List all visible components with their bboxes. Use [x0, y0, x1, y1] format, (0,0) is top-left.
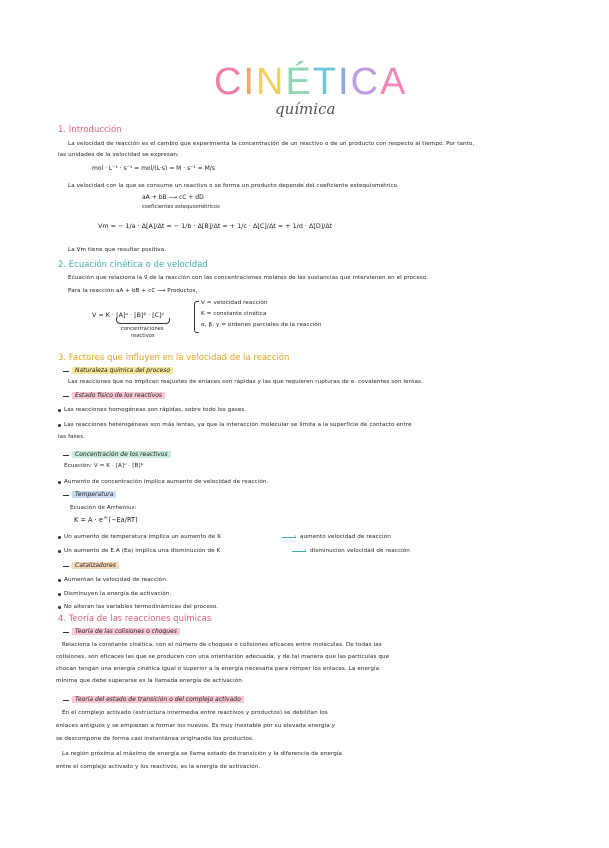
paragraph: La Vm tiene que resultar positiva.: [68, 247, 167, 253]
bullet: [58, 550, 61, 553]
bullet: [58, 409, 61, 412]
underbrace-label: reactivos: [131, 333, 155, 339]
page-title: [214, 62, 407, 102]
bullet: [58, 593, 61, 596]
section-heading-introduccion: 1. Introducción: [58, 125, 122, 135]
legend-item: α, β, γ = órdenes parciales de la reacción: [201, 322, 322, 328]
paragraph: enlaces antiguos y se empiezan a formar los nuevos. Es muy inestable por su elevada energía y: [56, 723, 336, 729]
bullet: [58, 536, 61, 539]
subheading-estado-fisico: [72, 392, 165, 399]
paragraph: mínima que debe superarse es la llamada energía de activación.: [56, 678, 244, 684]
bullet: [58, 481, 61, 484]
bullet-text: las fases.: [58, 434, 86, 440]
title-letter: C: [214, 61, 244, 103]
legend-brace: [194, 301, 199, 333]
title-letter: C: [350, 61, 381, 103]
reaction-equation: aA + bB ⟶ cC + dD: [142, 194, 204, 201]
equation-label: Ecuación de Arrhenius:: [70, 505, 137, 511]
dash: [63, 396, 69, 397]
paragraph: Para la reacción aA + bB + cC ⟶ Productos,: [68, 288, 198, 294]
units-equation: mol · L⁻¹ · s⁻¹ = mol/(L·s) = M · s⁻¹ = M/s: [92, 165, 215, 172]
dash: [63, 495, 69, 496]
title-letter: É: [285, 61, 313, 103]
subheading-text: Concentración de los reactivos: [72, 451, 171, 458]
section-heading-teoria: 4. Teoría de las reacciones químicas: [58, 614, 212, 624]
subheading-text: Temperatura: [72, 491, 116, 498]
paragraph: La velocidad con la que se consume un reactivo o se forma un producto depende del coeficiente estequiométrico.: [68, 183, 399, 189]
arrow-head: ›: [294, 533, 297, 540]
title-letter: T: [312, 61, 339, 103]
paragraph: La región próxima al máximo de energía se llama estado de transición y la diferencia de energía: [62, 751, 343, 757]
section-heading-ecuacion-cinetica: 2. Ecuación cinética o de velocidad: [58, 260, 208, 270]
paragraph: colisiones, son eficaces las que se producen con una orientación adecuada, y de tal manera que las partículas que: [56, 654, 390, 660]
paragraph: Ecuación que relaciona la v⃗ de la reacción con las concentraciones molares de las sustancias que intervienen en el proceso.: [68, 275, 429, 281]
subheading-colisiones: [72, 628, 180, 635]
subheading-text: Estado físico de los reactivos: [72, 392, 165, 399]
bullet-text: aumento velocidad de reacción: [300, 534, 391, 540]
bullet-text: Un aumento de E.A (Ea) implica una disminución de K: [64, 548, 221, 554]
subheading-catalizadores: [72, 562, 119, 569]
underbrace: [116, 318, 170, 324]
paragraph: se descompone de forma casi instantánea originando los productos.: [56, 736, 254, 742]
paragraph: La velocidad de reacción es el cambio que experimenta la concentración de un reactivo o de un producto con respecto al tiempo. Por tanto,: [68, 141, 475, 147]
paragraph: En el complejo activado (estructura intermedia entre reactivos y productos) se debilitan los: [62, 710, 328, 716]
paragraph: Las reacciones que no implican reajustes de enlaces son rápidas y las que requieren rupturas de e. covalentes son lentas.: [68, 379, 423, 385]
bullet-text: disminución velocidad de reacción: [310, 548, 410, 554]
arrow-head: ›: [304, 547, 307, 554]
subheading-text: Teoría de las colisiones o choques: [72, 628, 180, 635]
bullet-text: Aumentan la velocidad de reacción.: [64, 577, 168, 583]
dash: [63, 566, 69, 567]
subheading-naturaleza: [72, 367, 173, 374]
mean-velocity-equation: Vm = − 1/a · Δ[A]/Δt = − 1/b · Δ[B]/Δt = + 1/c · Δ[C]/Δt = + 1/d · Δ[D]/Δt: [98, 222, 333, 230]
bullet: [58, 606, 61, 609]
bullet-text: Un aumento de temperatura implica un aumento de K: [64, 534, 221, 540]
page-subtitle: química: [275, 100, 336, 118]
title-letter: A: [380, 61, 408, 103]
bullet-text: Las reacciones heterogéneas son más lentas, ya que la interacción molecular se limita a la superficie de contacto entre: [64, 422, 412, 428]
subheading-text: Teoría del estado de transición o del complejo activado: [72, 696, 244, 703]
legend-item: V = velocidad reacción: [201, 300, 268, 306]
dash: [63, 371, 69, 372]
subheading-temperatura: [72, 491, 116, 498]
bullet-text: Aumento de concentración implica aumento de velocidad de reacción.: [64, 479, 269, 485]
section-heading-factores: 3. Factores que influyen en la velocidad de la reacción: [58, 353, 290, 363]
legend-item: K = constante cinética: [201, 311, 267, 317]
bullet: [58, 424, 61, 427]
paragraph: entre el complejo activado y los reactivos, es la energía de activación.: [56, 764, 261, 770]
bullet: [58, 579, 61, 582]
bullet-text: No alteran las variables termodinámicas del proceso.: [64, 604, 219, 610]
bullet-text: Las reacciones homogéneas son rápidas, sobre todo los gases.: [64, 407, 247, 413]
paragraph: Relaciona la constante cinética, con el número de choques o colisiones eficaces entre moléculas. De todas las: [62, 642, 382, 648]
subheading-text: Catalizadores: [72, 562, 119, 569]
title-letter: I: [338, 61, 351, 103]
dash: [63, 632, 69, 633]
subheading-concentracion: [72, 451, 171, 458]
dash: [63, 455, 69, 456]
title-letter: N: [256, 61, 286, 103]
paragraph: las unidades de la velocidad se expresan:: [58, 152, 180, 158]
subheading-text: Naturaleza química del proceso: [72, 367, 173, 374]
arrhenius-equation: K = A · e^(−Ea/RT): [74, 516, 138, 524]
equation: Ecuación: V = K · [A]ᵅ · [B]ᵝ: [64, 463, 144, 469]
rate-law-equation: V = K · [A]ᵅ · [B]ᵝ · [C]ᵞ: [92, 311, 164, 319]
bullet-text: Disminuyen la energía de activación.: [64, 591, 172, 597]
underbrace-label: concentraciones: [121, 326, 164, 332]
title-letter: I: [243, 61, 257, 103]
dash: [63, 700, 69, 701]
coefficients-label: coeficientes estequiométricos: [142, 204, 220, 210]
subheading-transicion: [72, 696, 244, 703]
paragraph: chocan tengan una energía cinética igual o superior a la energía necesaria para romper los enlaces. La energía: [56, 666, 380, 672]
